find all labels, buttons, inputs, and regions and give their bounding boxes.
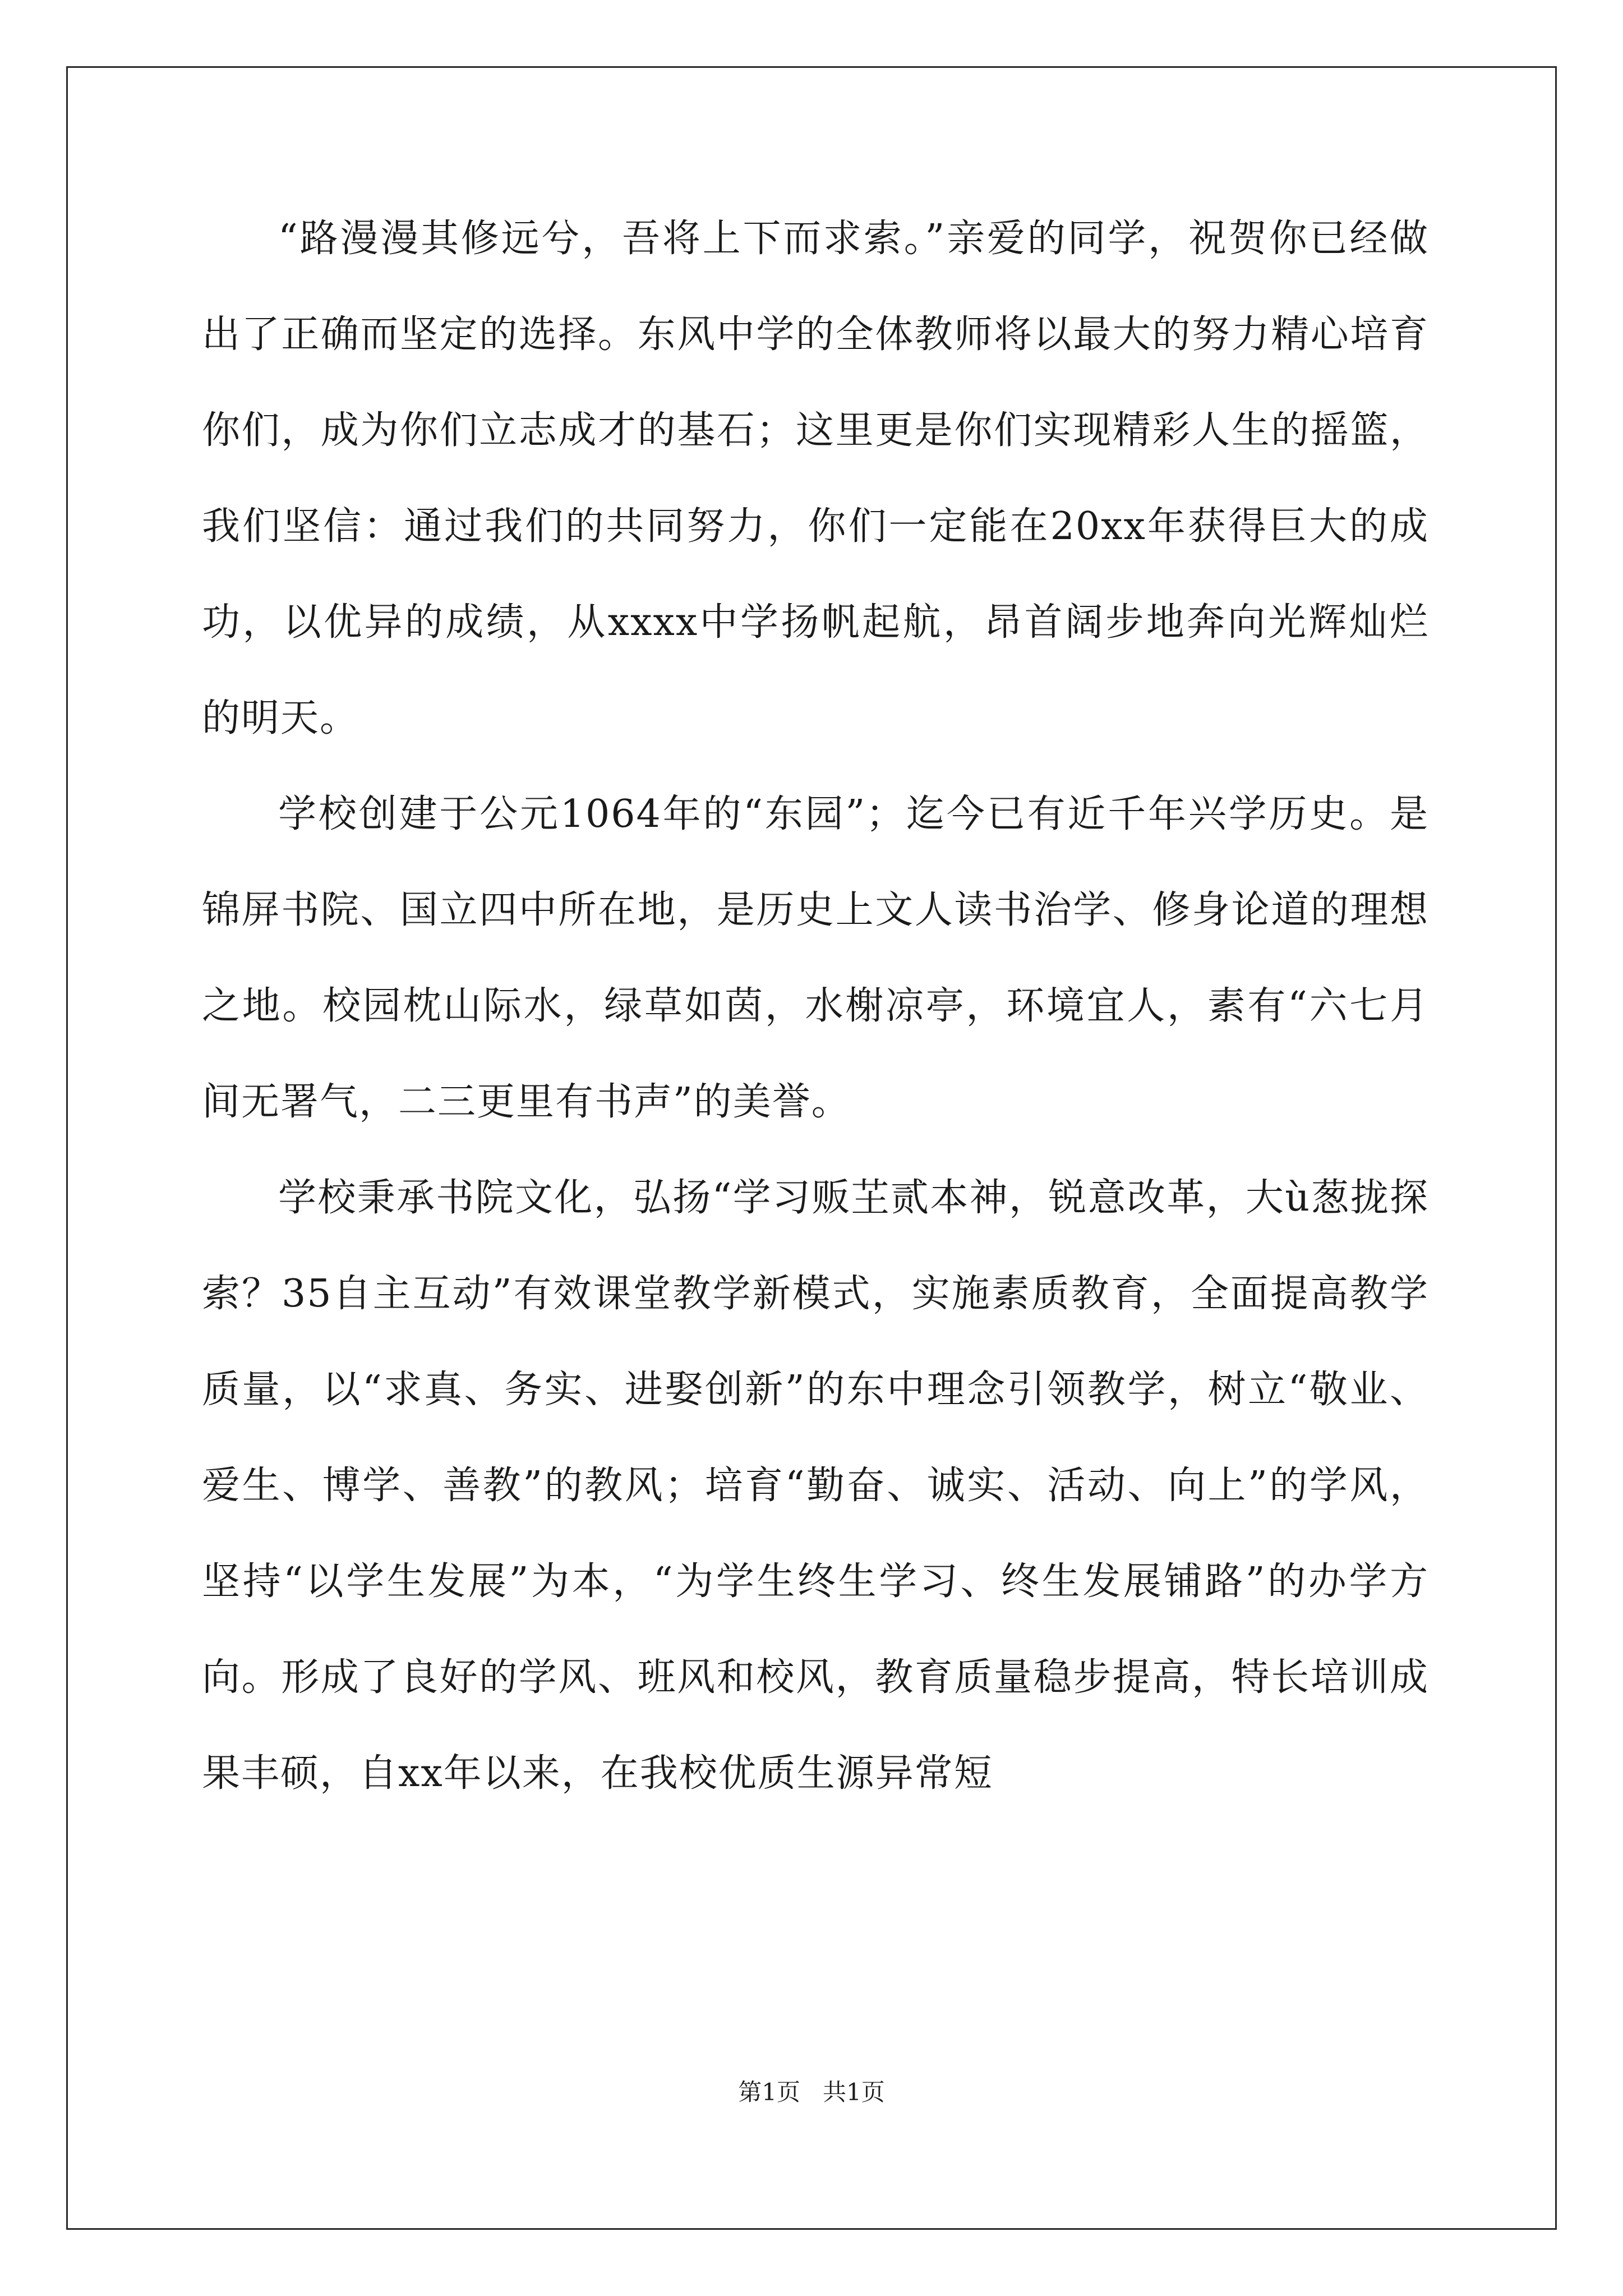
page-number: 第1页	[738, 2078, 800, 2106]
paragraph-2: 学校创建于公元1064年的“东园”；迄今已有近千年兴学历史。是锦屏书院、国立四中所在地，是历史上文人读书治学、修身论道的理想之地。校园枕山际水，绿草如茵，水榭凉亭，环境宜人，素有“六七月间无署气，二三更里有书声”的美誉。	[202, 792, 1429, 1124]
document-body	[202, 191, 1429, 1821]
paragraph-1: “路漫漫其修远兮，吾将上下而求索。”亲爱的同学，祝贺你已经做出了正确而坚定的选择。东风中学的全体教师将以最大的努力精心培育你们，成为你们立志成才的基石；这里更是你们实现精彩人生的摇篮，我们坚信：通过我们的共同努力，你们一定能在20xx年获得巨大的成功，以优异的成绩，从xxxx中学扬帆起航，昂首阔步地奔向光辉灿烂的明天。	[202, 217, 1429, 740]
paragraph-3: 学校秉承书院文化，弘扬“学习贩芏贰本神，锐意改革，大ù葱拢探索？35自主互动”有效课堂教学新模式，实施素质教育，全面提高教学质量，以“求真、务实、进娶创新”的东中理念引领教学，树立“敬业、爱生、博学、善教”的教风；培育“勤奋、诚实、活动、向上”的学风，坚持“以学生发展”为本，“为学生终生学习、终生发展铺路”的办学方向。形成了良好的学风、班风和校风，教育质量稳步提高，特长培训成果丰硕，自xx年以来，在我校优质生源异常短	[202, 1176, 1429, 1796]
page-count: 共1页	[823, 2078, 885, 2106]
page-footer	[0, 2076, 1623, 2109]
